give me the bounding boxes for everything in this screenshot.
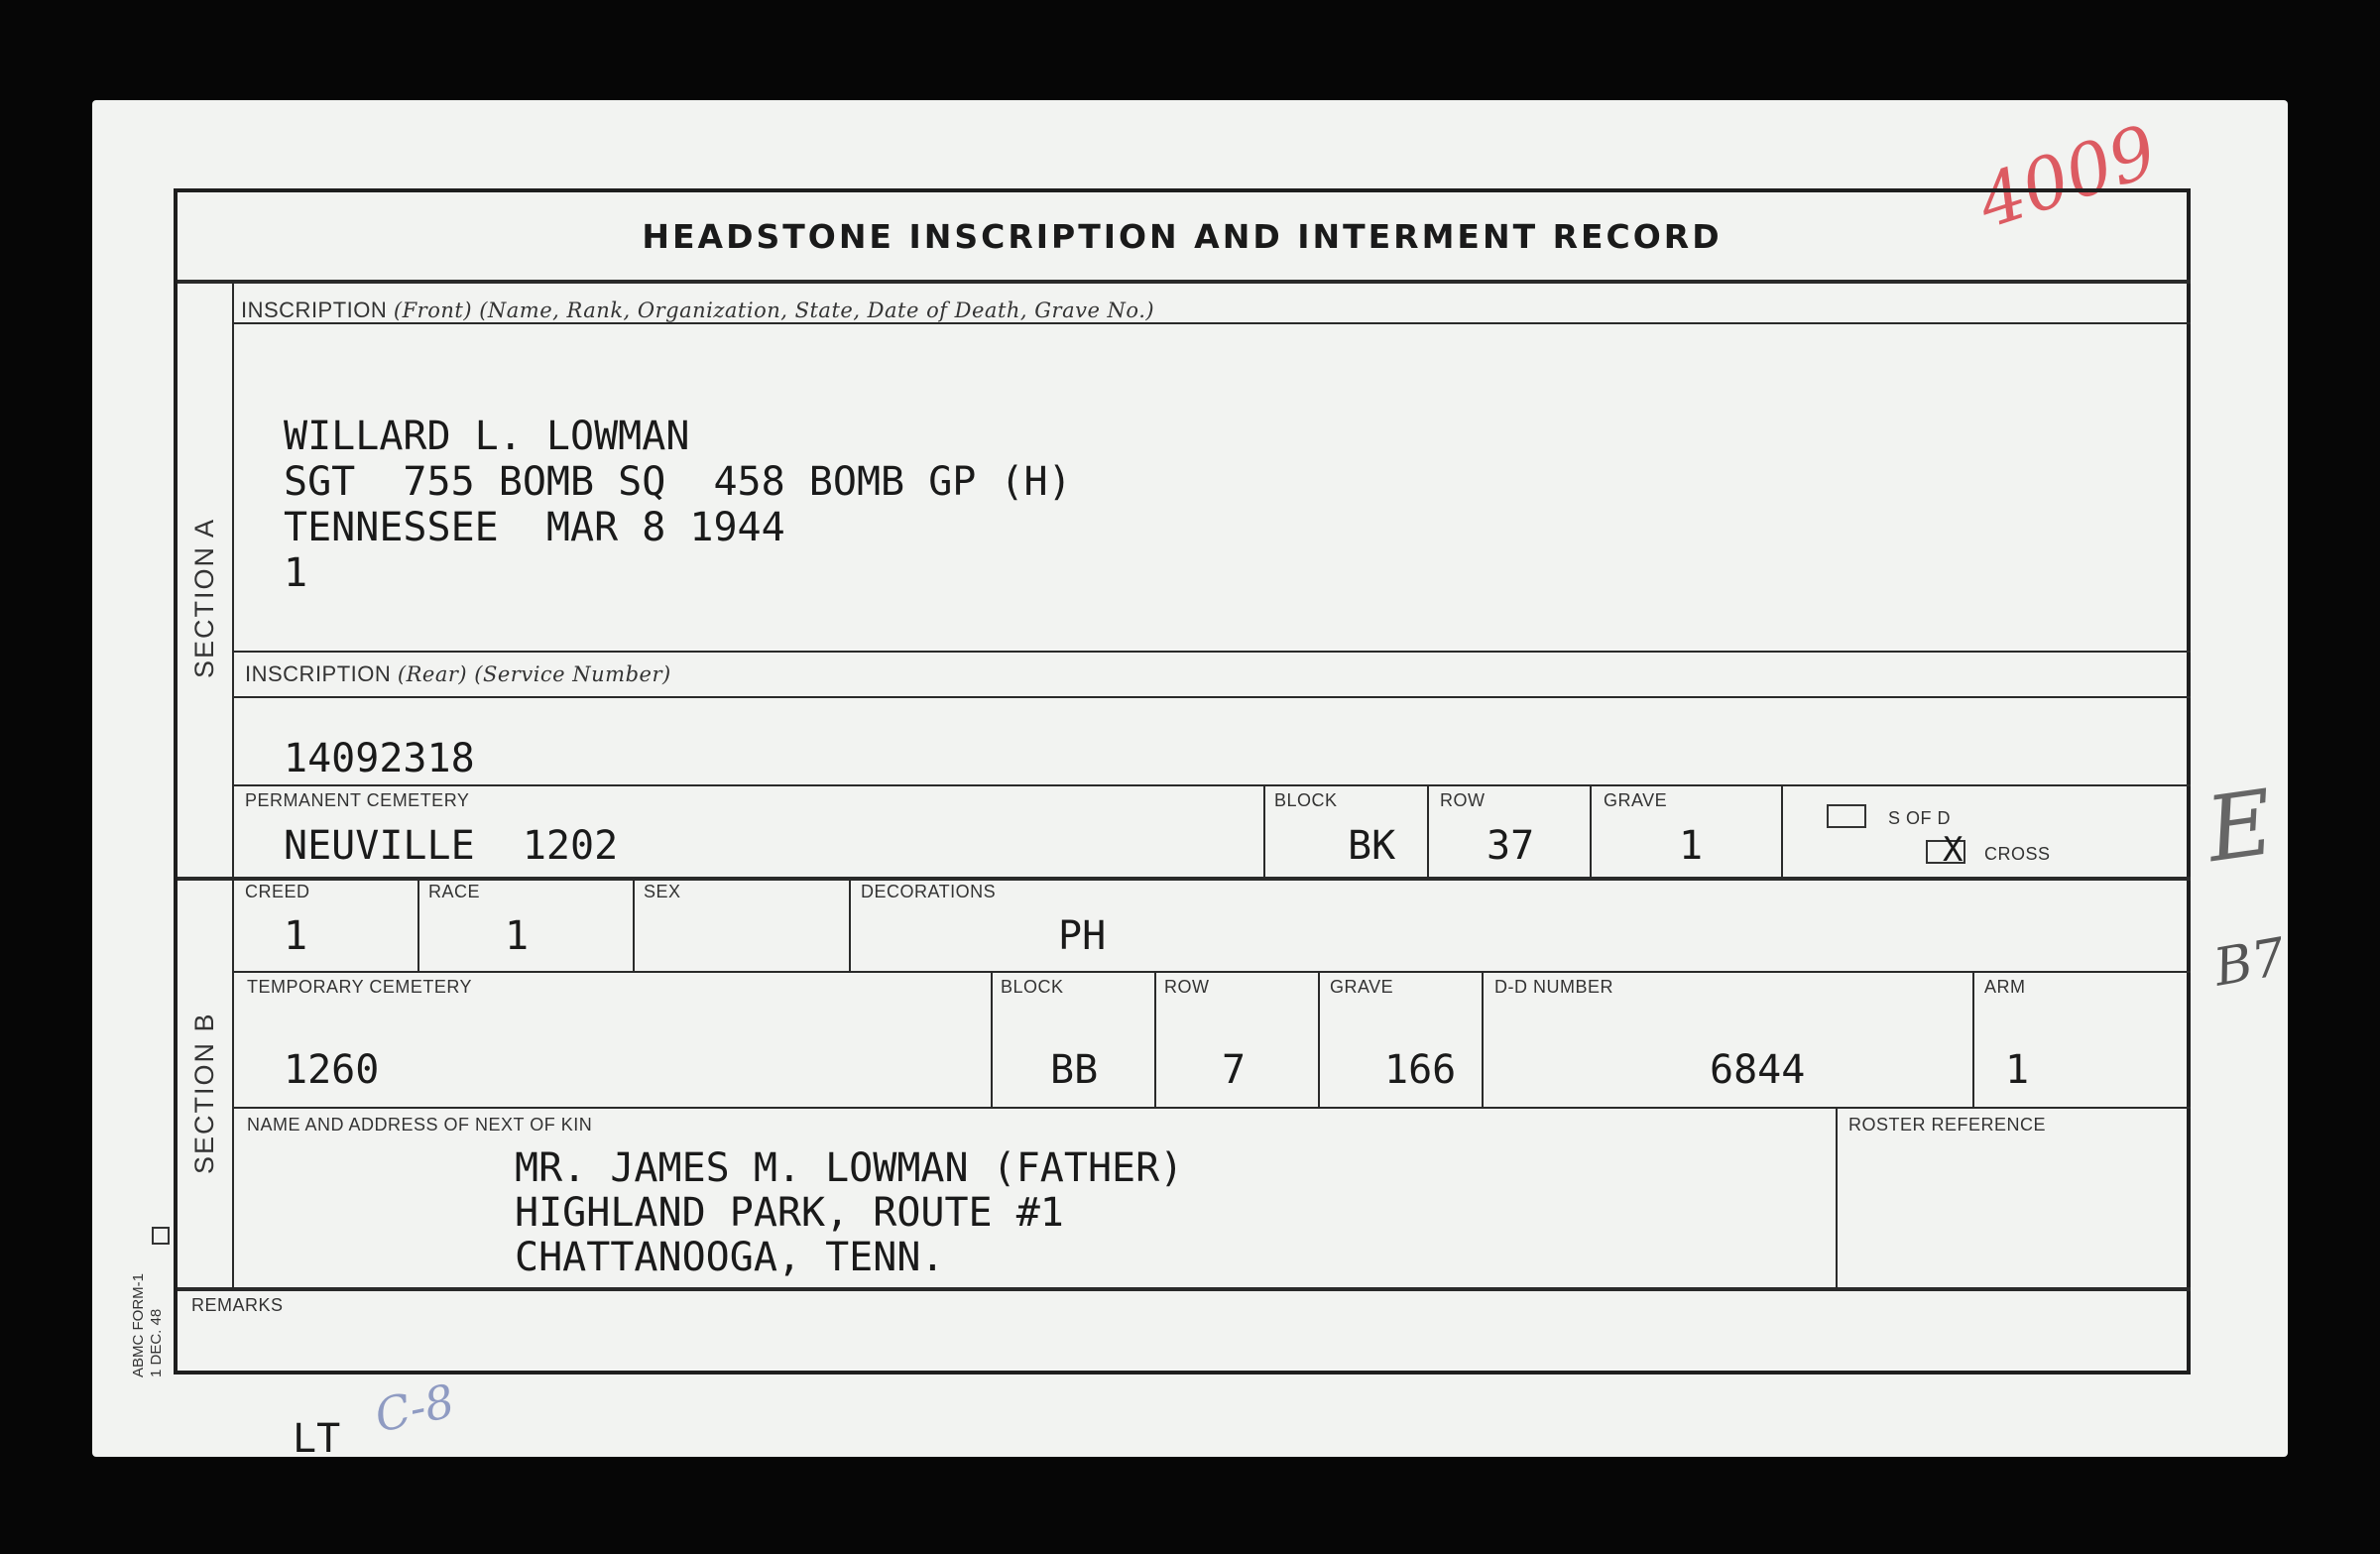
remarks-label: REMARKS bbox=[191, 1295, 284, 1315]
permanent-block-value: BK bbox=[1348, 823, 1396, 869]
side-pencil-mark: E bbox=[2201, 770, 2280, 884]
permanent-grave-label: GRAVE bbox=[1604, 790, 1668, 810]
permanent-cemetery-label: PERMANENT CEMETERY bbox=[245, 790, 470, 810]
section-b-label: SECTION B bbox=[189, 1012, 219, 1174]
temporary-grave-label: GRAVE bbox=[1330, 977, 1394, 997]
next-of-kin-line-3: CHATTANOOGA, TENN. bbox=[515, 1235, 945, 1280]
inscription-front-label: INSCRIPTION (Front) (Name, Rank, Organization, State, Date of Death, Grave No.) bbox=[241, 298, 1155, 322]
record-card bbox=[92, 100, 2290, 1462]
inscription-line-3: TENNESSEE MAR 8 1944 bbox=[284, 505, 785, 550]
form-id: ABMC FORM-1 1 DEC. 48 bbox=[130, 1273, 165, 1377]
sofd-checkbox[interactable] bbox=[1827, 804, 1866, 828]
permanent-cemetery-value: NEUVILLE 1202 bbox=[284, 823, 619, 869]
bottom-typed-note: LT bbox=[293, 1416, 341, 1462]
arm-value: 1 bbox=[2005, 1047, 2030, 1093]
form-id-box-icon bbox=[152, 1227, 170, 1245]
next-of-kin-line-1: MR. JAMES M. LOWMAN (FATHER) bbox=[515, 1145, 1184, 1191]
dd-number-label: D-D NUMBER bbox=[1494, 977, 1613, 997]
bottom-pencil-note: C-8 bbox=[370, 1374, 459, 1443]
sex-label: SEX bbox=[644, 882, 681, 901]
roster-reference-label: ROSTER REFERENCE bbox=[1848, 1115, 2047, 1135]
cross-label: CROSS bbox=[1984, 844, 2051, 864]
permanent-block-label: BLOCK bbox=[1274, 790, 1338, 810]
race-value: 1 bbox=[505, 913, 530, 959]
next-of-kin-label: NAME AND ADDRESS OF NEXT OF KIN bbox=[247, 1115, 593, 1135]
inscription-line-4: 1 bbox=[284, 550, 308, 596]
dd-number-value: 6844 bbox=[1710, 1047, 1806, 1093]
temporary-grave-value: 166 bbox=[1384, 1047, 1457, 1093]
form-frame bbox=[174, 188, 2191, 1375]
permanent-grave-value: 1 bbox=[1679, 823, 1704, 869]
permanent-row-label: ROW bbox=[1440, 790, 1486, 810]
cross-check-mark: X bbox=[1943, 830, 1964, 870]
form-title: HEADSTONE INSCRIPTION AND INTERMENT RECORD bbox=[642, 217, 1723, 256]
arm-label: ARM bbox=[1984, 977, 2026, 997]
temporary-block-label: BLOCK bbox=[1001, 977, 1064, 997]
creed-value: 1 bbox=[284, 913, 308, 959]
section-a-label: SECTION A bbox=[189, 517, 219, 678]
sofd-label: S OF D bbox=[1888, 808, 1952, 828]
decorations-label: DECORATIONS bbox=[861, 882, 997, 901]
inscription-rear-label: INSCRIPTION (Rear) (Service Number) bbox=[245, 661, 671, 686]
creed-label: CREED bbox=[245, 882, 310, 901]
temporary-row-label: ROW bbox=[1164, 977, 1210, 997]
temporary-cemetery-value: 1260 bbox=[284, 1047, 380, 1093]
temporary-row-value: 7 bbox=[1222, 1047, 1247, 1093]
inscription-line-2: SGT 755 BOMB SQ 458 BOMB GP (H) bbox=[284, 459, 1072, 505]
permanent-row-value: 37 bbox=[1487, 823, 1535, 869]
race-label: RACE bbox=[428, 882, 481, 901]
temporary-cemetery-label: TEMPORARY CEMETERY bbox=[247, 977, 473, 997]
service-number: 14092318 bbox=[284, 736, 475, 781]
side-pencil-mark-2: B7 bbox=[2209, 927, 2290, 999]
decorations-value: PH bbox=[1058, 913, 1107, 959]
temporary-block-value: BB bbox=[1050, 1047, 1099, 1093]
inscription-line-1: WILLARD L. LOWMAN bbox=[284, 414, 690, 459]
next-of-kin-line-2: HIGHLAND PARK, ROUTE #1 bbox=[515, 1190, 1064, 1236]
red-pencil-mark: 4009 bbox=[1967, 108, 2167, 245]
